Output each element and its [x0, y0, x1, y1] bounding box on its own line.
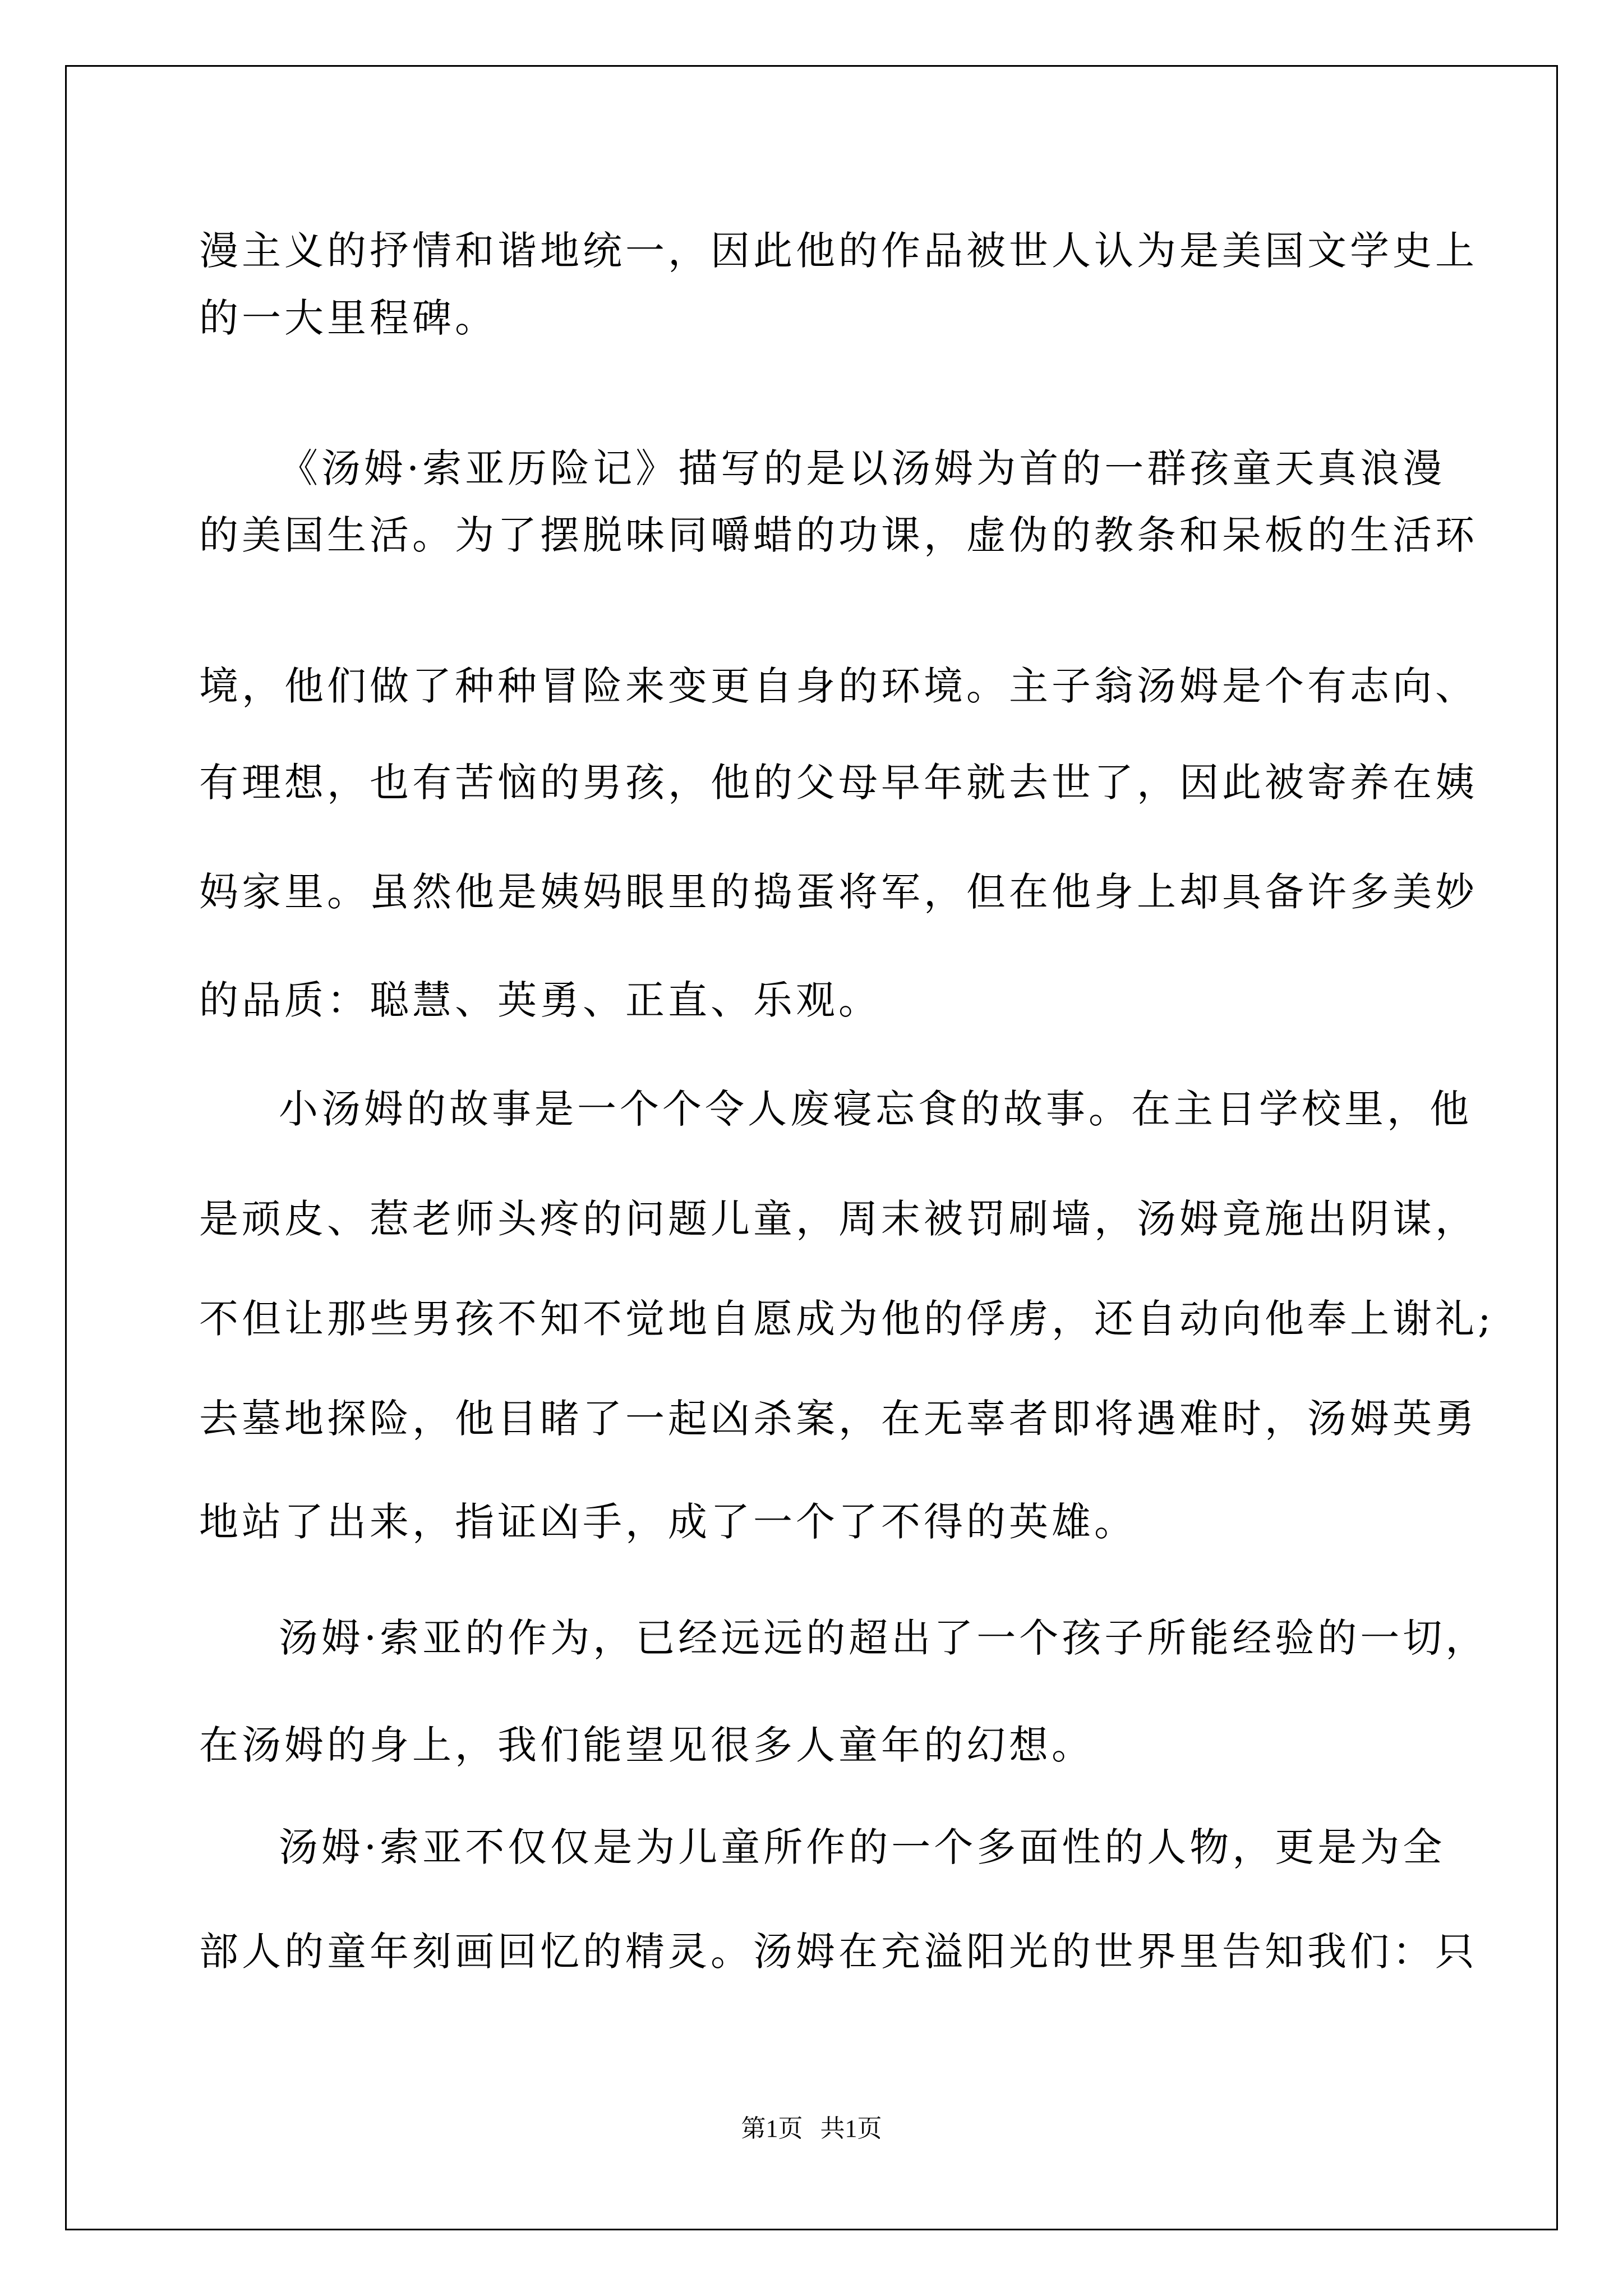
body-text-line: 地站了出来，指证凶手，成了一个了不得的英雄。 [199, 1499, 1137, 1545]
body-text-line: 不但让那些男孩不知不觉地自愿成为他的俘虏，还自动向他奉上谢礼; [199, 1296, 1495, 1342]
body-text-line: 部人的童年刻画回忆的精灵。汤姆在充溢阳光的世界里告知我们：只 [199, 1929, 1478, 1975]
body-text-line: 妈家里。虽然他是姨妈眼里的捣蛋将军，但在他身上却具备许多美妙 [199, 869, 1478, 915]
body-text-line: 在汤姆的身上，我们能望见很多人童年的幻想。 [199, 1722, 1094, 1768]
body-text-line: 的美国生活。为了摆脱味同嚼蜡的功课，虚伪的教条和呆板的生活环 [199, 512, 1478, 558]
paragraph-first-line: 《汤姆·索亚历险记》描写的是以汤姆为首的一群孩童天真浪漫 [279, 445, 1446, 491]
paragraph-first-line: 汤姆·索亚的作为，已经远远的超出了一个孩子所能经验的一切， [279, 1615, 1488, 1661]
page-footer [0, 2116, 1623, 2141]
page-number: 第1页 [741, 2115, 803, 2142]
paragraph-first-line: 小汤姆的故事是一个个令人废寝忘食的故事。在主日学校里，他 [279, 1086, 1472, 1132]
body-text-line: 去墓地探险，他目睹了一起凶杀案，在无辜者即将遇难时，汤姆英勇 [199, 1396, 1478, 1442]
body-text-line: 有理想，也有苦恼的男孩，他的父母早年就去世了，因此被寄养在姨 [199, 760, 1478, 806]
body-text-line: 漫主义的抒情和谐地统一，因此他的作品被世人认为是美国文学史上 [199, 228, 1478, 274]
body-text-line: 境，他们做了种种冒险来变更自身的环境。主子翁汤姆是个有志向、 [199, 663, 1478, 709]
total-pages: 共1页 [820, 2115, 882, 2142]
page-border [65, 65, 1558, 2230]
paragraph-first-line: 汤姆·索亚不仅仅是为儿童所作的一个多面性的人物，更是为全 [279, 1824, 1446, 1870]
body-text-line: 是顽皮、惹老师头疼的问题儿童，周末被罚刷墙，汤姆竟施出阴谋， [199, 1196, 1478, 1242]
body-text-line: 的一大里程碑。 [199, 295, 497, 341]
body-text-line: 的品质：聪慧、英勇、正直、乐观。 [199, 977, 881, 1023]
